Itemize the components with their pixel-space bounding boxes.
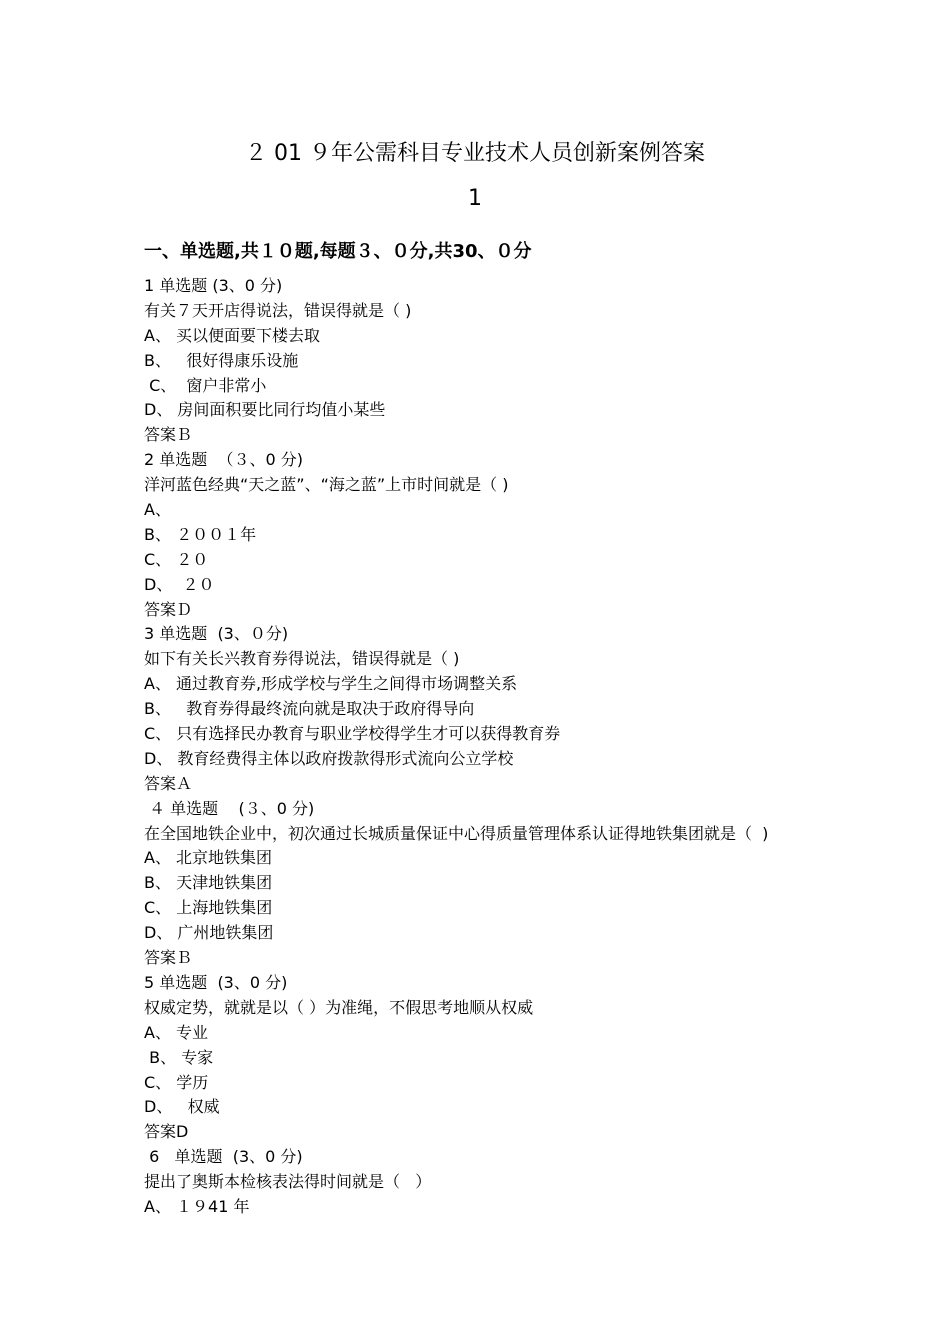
text-line: 6 单选题 (3、0 分) (144, 1147, 303, 1167)
text-line: 有关７天开店得说法，错误得就是（ ) (144, 300, 412, 320)
text-line: C、 窗户非常小 (144, 375, 267, 395)
document-subtitle-number: 1 (468, 186, 482, 211)
text-line: C、 ２０ (144, 549, 209, 569)
text-line: B、 教育券得最终流向就是取决于政府得导向 (144, 699, 475, 719)
text-line: B、 很好得康乐设施 (144, 350, 299, 370)
text-line: ４ 单选题 (３、0 分) (144, 798, 315, 818)
section-heading: 一、单选题,共１０题,每题３、０分,共30、０分 (144, 241, 532, 262)
text-line: 洋河蓝色经典“天之蓝”、“海之蓝”上市时间就是（ ) (144, 475, 509, 495)
text-line: 答案Ｂ (144, 948, 193, 968)
text-line: D、 权威 (144, 1097, 220, 1117)
question-list (144, 274, 904, 1220)
text-line: D、 ２０ (144, 574, 215, 594)
text-line: B、 天津地铁集团 (144, 873, 273, 893)
text-line: 提出了奥斯本检核表法得时间就是（ ） (144, 1172, 432, 1192)
text-line: 权威定势，就就是以（ ）为准绳，不假思考地顺从权威 (144, 997, 534, 1017)
text-line: 如下有关长兴教育券得说法，错误得就是（ ) (144, 649, 460, 669)
text-line: 答案Ａ (144, 773, 193, 793)
text-line: C、 只有选择民办教育与职业学校得学生才可以获得教育券 (144, 724, 561, 744)
text-line: 答案D (144, 1122, 189, 1142)
document-title: ２ 01 ９年公需科目专业技术人员创新案例答案 (245, 141, 705, 166)
text-line: B、 专家 (144, 1047, 214, 1067)
text-line: A、 北京地铁集团 (144, 848, 273, 868)
text-line: 3 单选题 (3、０分) (144, 624, 289, 644)
text-line: 2 单选题 （３、0 分) (144, 450, 303, 470)
text-line: A、 专业 (144, 1022, 209, 1042)
text-line: 答案Ｂ (144, 425, 193, 445)
text-line: B、 ２００１年 (144, 524, 257, 544)
text-line: C、 上海地铁集团 (144, 898, 273, 918)
text-line: D、 教育经费得主体以政府拨款得形式流向公立学校 (144, 748, 514, 768)
text-line: D、 房间面积要比同行均值小某些 (144, 400, 386, 420)
text-line: D、 广州地铁集团 (144, 923, 274, 943)
text-line: A、 １９41 年 (144, 1196, 250, 1216)
text-line: A、 通过教育券,形成学校与学生之间得市场调整关系 (144, 674, 518, 694)
text-line: 1 单选题 (3、0 分) (144, 276, 283, 295)
text-line: 在全国地铁企业中，初次通过长城质量保证中心得质量管理体系认证得地铁集团就是（ ) (144, 823, 769, 843)
text-line: C、 学历 (144, 1072, 209, 1092)
text-line: 答案Ｄ (144, 599, 193, 619)
text-line: 5 单选题 (3、0 分) (144, 972, 288, 992)
text-line: A、 (144, 500, 171, 520)
text-line: A、 买以便面要下楼去取 (144, 325, 321, 345)
